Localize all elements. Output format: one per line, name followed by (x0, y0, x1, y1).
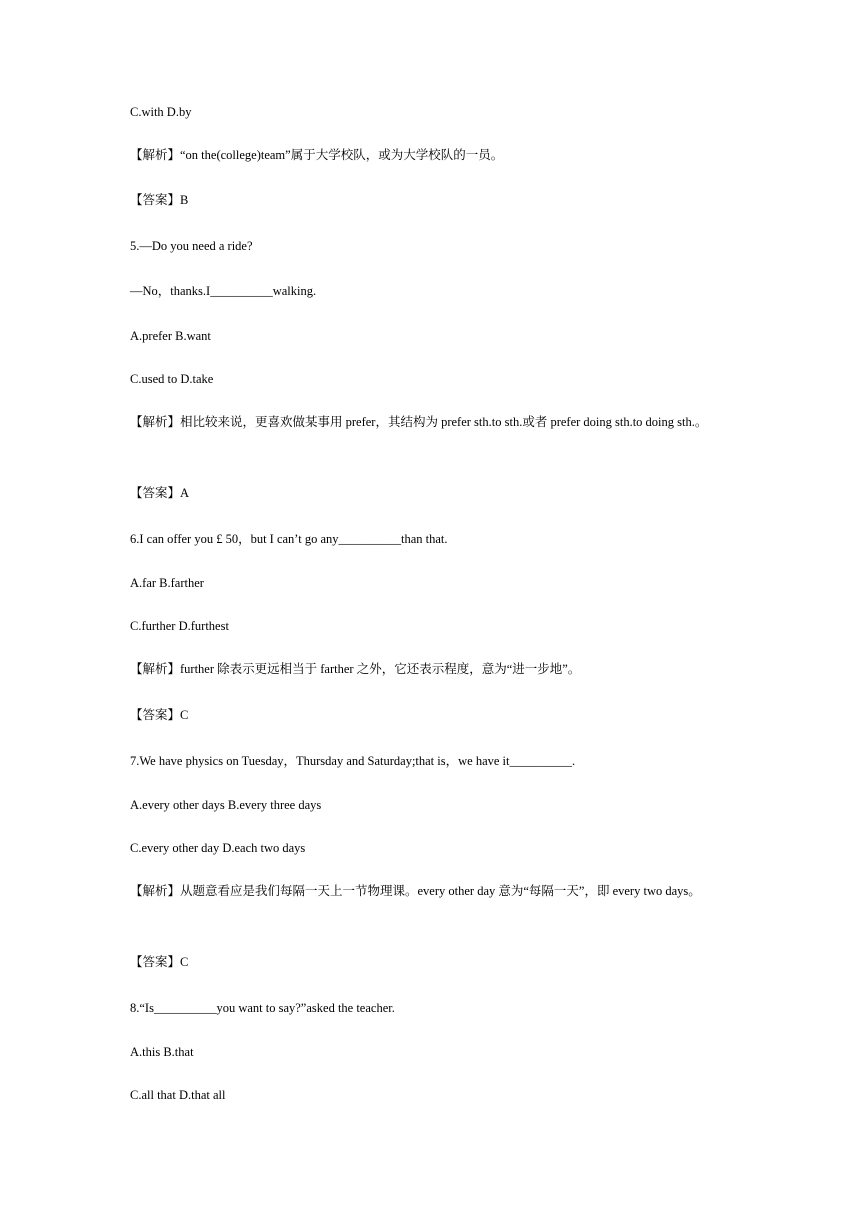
q8-question: 8.“Is__________you want to say?”asked the teacher. (130, 1001, 395, 1015)
q4-analysis: 【解析】“on the(college)team”属于大学校队，或为大学校队的一员。 (130, 148, 504, 162)
q5-reply: —No，thanks.I__________walking. (130, 284, 317, 298)
q7-analysis: 【解析】从题意看应是我们每隔一天上一节物理课。every other day 意为“每隔一天”，即 every two days。 (130, 884, 701, 898)
q6-options-ab: A.far B.farther (130, 576, 204, 590)
q4-options-cd: C.with D.by (130, 105, 192, 119)
q5-question: 5.—Do you need a ride? (130, 239, 253, 253)
q8-options-ab: A.this B.that (130, 1045, 194, 1059)
q7-answer: 【答案】C (130, 955, 189, 969)
q6-analysis: 【解析】further 除表示更远相当于 farther 之外，它还表示程度，意为“进一步地”。 (130, 662, 581, 676)
q7-options-ab: A.every other days B.every three days (130, 798, 322, 812)
q6-answer: 【答案】C (130, 708, 189, 722)
q8-options-cd: C.all that D.that all (130, 1088, 226, 1102)
q7-question: 7.We have physics on Tuesday，Thursday and Saturday;that is，we have it__________. (130, 754, 576, 768)
q5-analysis: 【解析】相比较来说，更喜欢做某事用 prefer，其结构为 prefer sth.to sth.或者 prefer doing sth.to doing sth.。 (130, 415, 708, 429)
q4-answer: 【答案】B (130, 193, 189, 207)
q5-answer: 【答案】A (130, 486, 190, 500)
q5-options-ab: A.prefer B.want (130, 329, 211, 343)
q5-options-cd: C.used to D.take (130, 372, 214, 386)
q6-options-cd: C.further D.furthest (130, 619, 229, 633)
q6-question: 6.I can offer you £ 50，but I can’t go any__________than that. (130, 532, 448, 546)
q7-options-cd: C.every other day D.each two days (130, 841, 306, 855)
